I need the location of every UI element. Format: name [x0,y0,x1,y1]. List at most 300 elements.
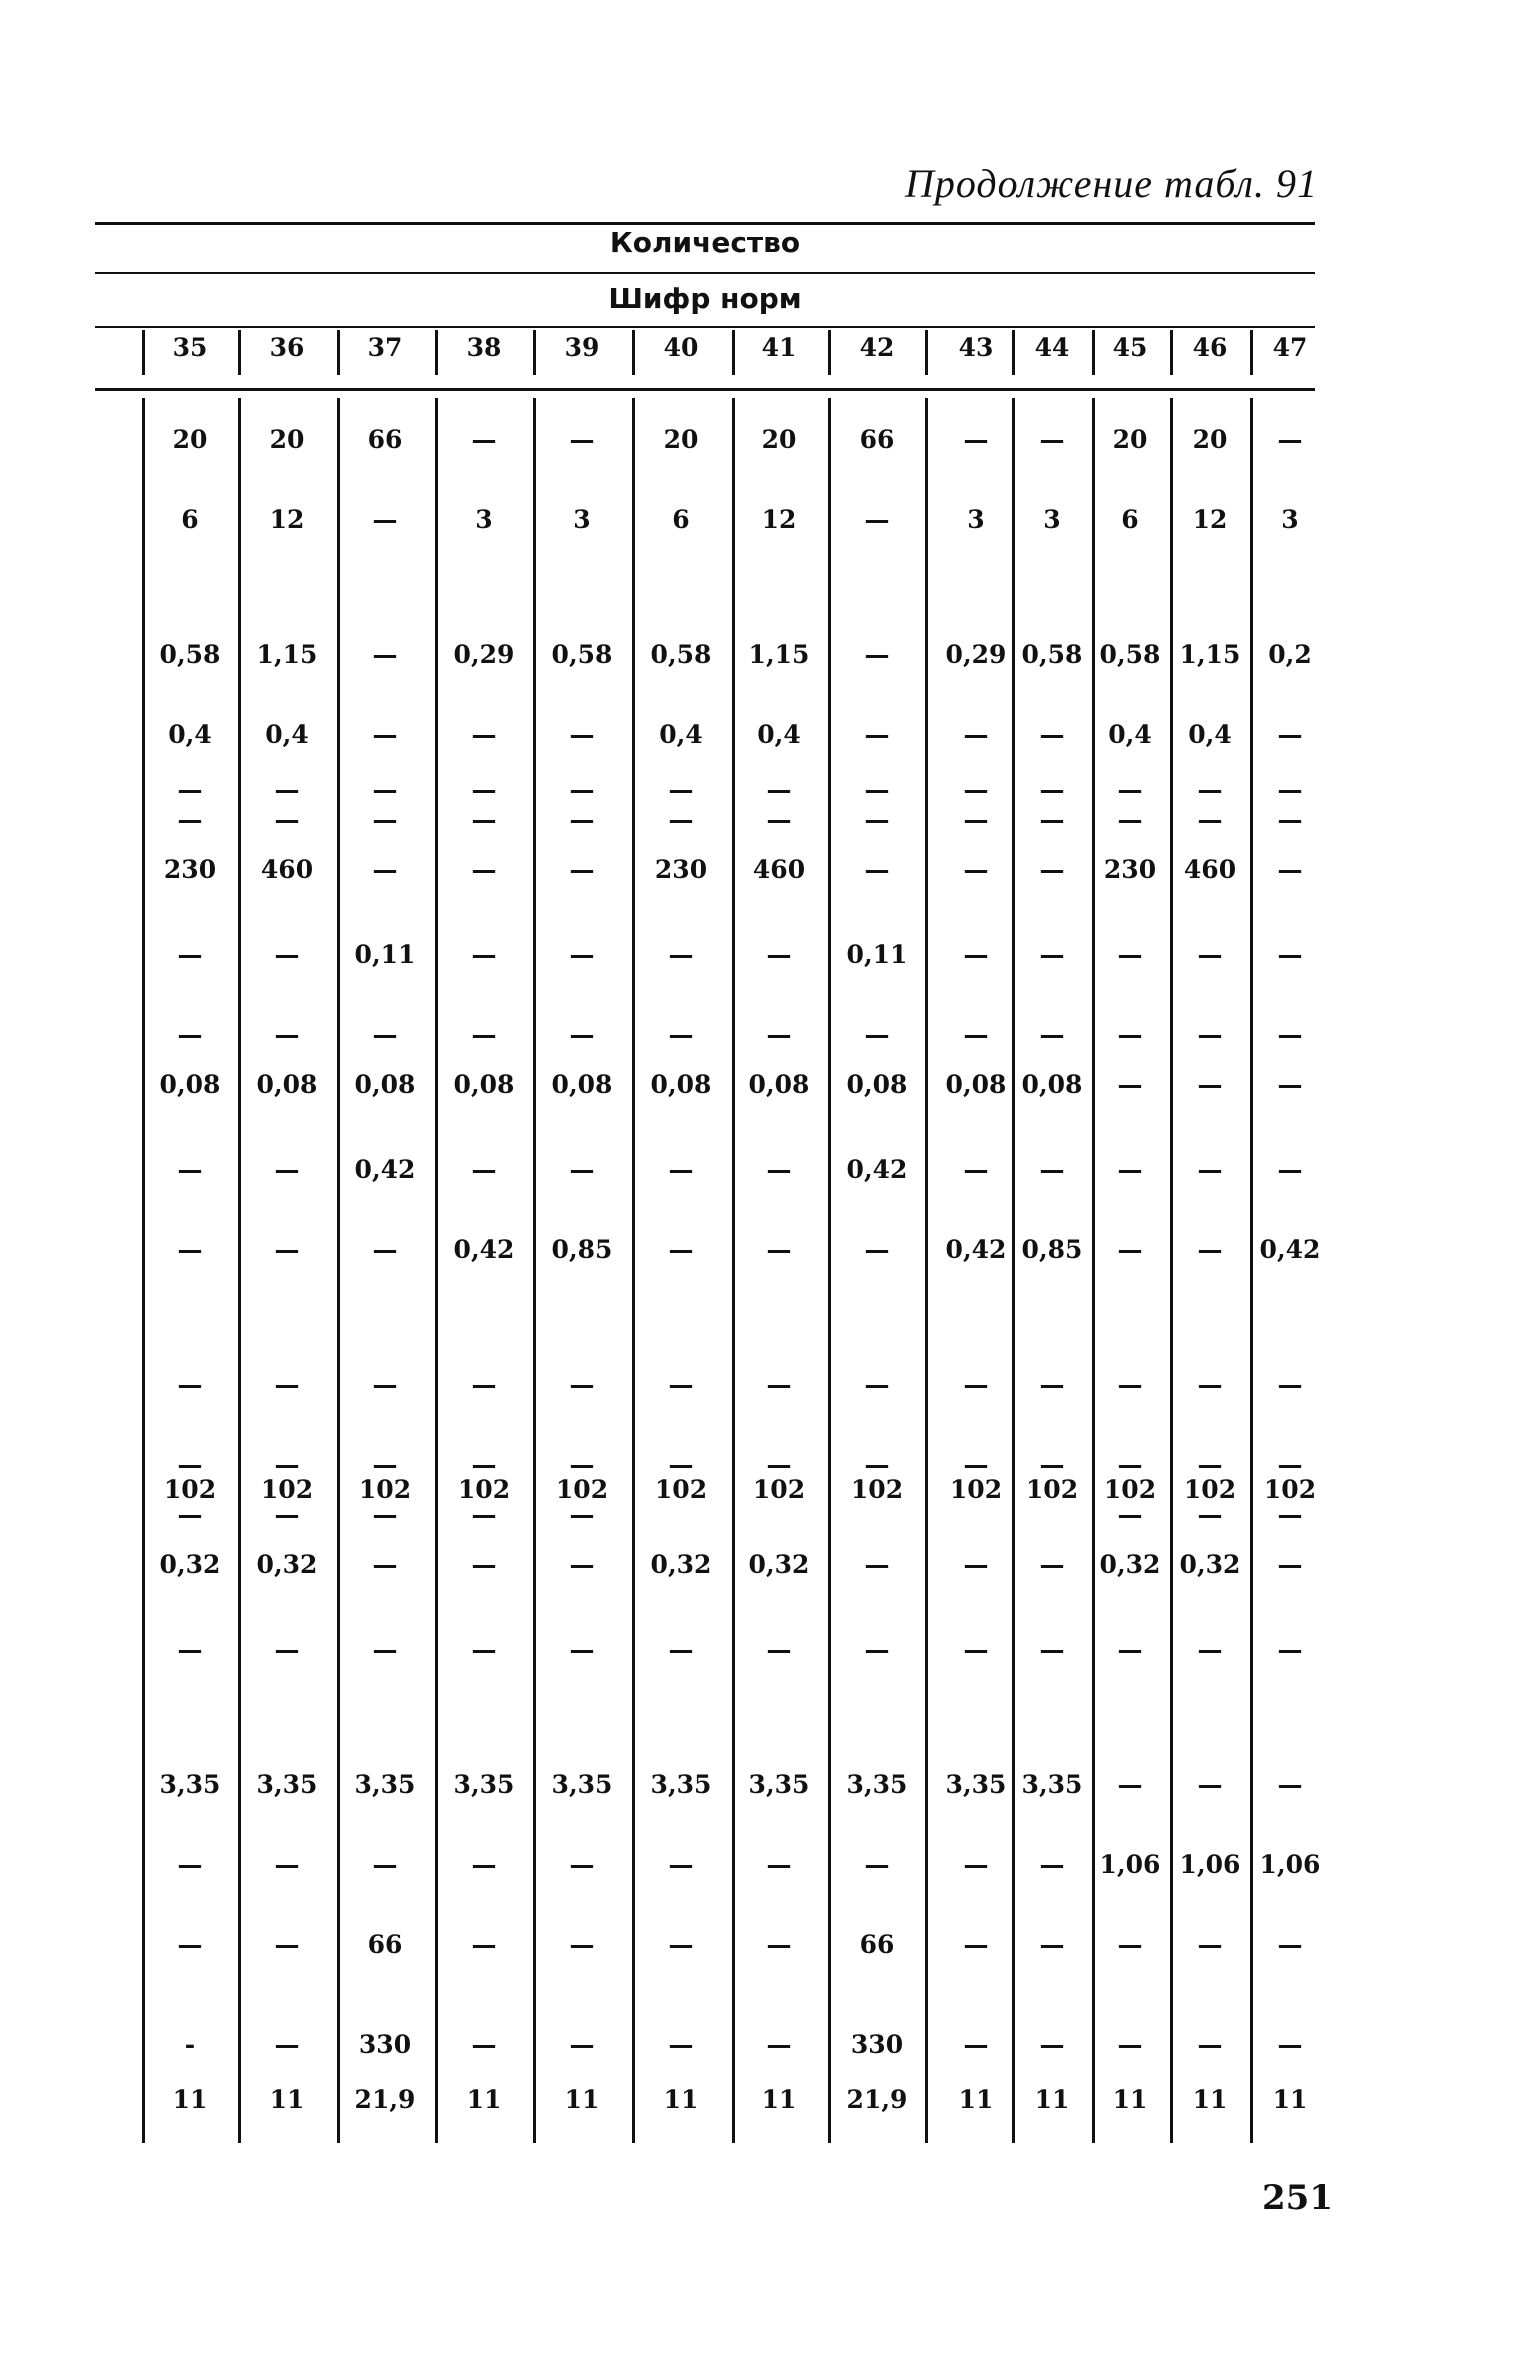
column-separator-body [925,398,928,2143]
table-cell: 3,35 [846,1770,908,1799]
table-cell: 0,4 [757,720,801,749]
table-cell: — [864,1850,890,1879]
table-cell: 3,35 [453,1770,515,1799]
column-number: 41 [761,333,797,362]
table-cell: 20 [761,425,797,454]
table-cell: — [864,1550,890,1579]
column-separator [533,330,536,375]
table-cell: — [569,1930,595,1959]
table-cell: — [963,2030,989,2059]
table-cell: — [864,1450,890,1479]
table-cell: — [274,1635,300,1664]
table-cell: — [668,1020,694,1049]
table-cell: 102 [752,1475,806,1504]
table-cell: 20 [1192,425,1228,454]
table-cell: — [766,1850,792,1879]
rule-3 [95,326,1315,328]
table-cell: — [963,1550,989,1579]
table-cell: — [569,1370,595,1399]
table-cell: 66 [367,1930,403,1959]
table-cell: — [864,1020,890,1049]
table-cell: — [569,2030,595,2059]
table-cell: 0,58 [1021,640,1083,669]
table-cell: 460 [752,855,806,884]
column-number: 46 [1192,333,1228,362]
table-cell: 102 [457,1475,511,1504]
table-cell: — [1197,1770,1223,1799]
table-cell: — [471,1370,497,1399]
table-cell: — [471,425,497,454]
table-cell: 0,29 [453,640,515,669]
table-cell: — [471,805,497,834]
table-cell: — [177,1235,203,1264]
table-cell: 102 [358,1475,412,1504]
table-cell: — [569,1155,595,1184]
table-cell: 230 [654,855,708,884]
table-cell: — [1117,1020,1143,1049]
table-cell: — [963,1850,989,1879]
table-cell: — [1117,1155,1143,1184]
table-cell: — [372,1635,398,1664]
table-cell: 0,32 [1099,1550,1161,1579]
table-cell: — [1277,1450,1303,1479]
table-cell: — [1117,1930,1143,1959]
table-cell: 0,08 [748,1070,810,1099]
table-cell: — [372,855,398,884]
table-cell: — [1277,1770,1303,1799]
table-cell: — [1197,940,1223,969]
table-cell: 0,08 [650,1070,712,1099]
table-cell: 102 [850,1475,904,1504]
table-cell: 1,15 [748,640,810,669]
table-cell: — [668,1930,694,1959]
table-cell: 11 [269,2085,305,2114]
table-cell: — [1039,940,1065,969]
table-cell: 66 [859,1930,895,1959]
table-cell: — [1277,1635,1303,1664]
table-cell: 6 [181,505,199,534]
table-cell: — [177,1930,203,1959]
table-cell: — [1039,1020,1065,1049]
table-cell: 3 [475,505,493,534]
table-cell: 3,35 [748,1770,810,1799]
table-cell: 0,11 [354,940,416,969]
table-cell: — [471,1500,497,1529]
header-quantity: Количество [609,226,801,259]
table-cell: 0,32 [159,1550,221,1579]
table-cell: — [864,805,890,834]
table-cell: 0,85 [551,1235,613,1264]
table-cell: — [1117,1070,1143,1099]
table-cell: — [1039,1850,1065,1879]
table-cell: 0,85 [1021,1235,1083,1264]
table-cell: — [963,720,989,749]
table-cell: — [372,1235,398,1264]
table-cell: 1,06 [1099,1850,1161,1879]
table-cell: — [766,1635,792,1664]
table-cell: 0,42 [1259,1235,1321,1264]
table-cell: — [668,1635,694,1664]
table-cell: — [372,775,398,804]
table-cell: — [766,1020,792,1049]
table-cell: — [471,775,497,804]
table-cell: — [1117,1235,1143,1264]
column-number: 36 [269,333,305,362]
table-cell: 102 [1103,1475,1157,1504]
table-cell: 102 [949,1475,1003,1504]
table-cell: — [1197,1070,1223,1099]
table-cell: — [963,1370,989,1399]
table-cell: 0,32 [1179,1550,1241,1579]
table-cell: 21,9 [846,2085,908,2114]
table-cell: — [471,940,497,969]
table-cell: — [1197,1635,1223,1664]
table-cell: — [1277,1930,1303,1959]
table-cell: — [766,1450,792,1479]
table-cell: — [569,775,595,804]
table-cell: 6 [1121,505,1139,534]
table-cell: — [1039,1635,1065,1664]
table-cell: — [1277,2030,1303,2059]
table-caption: Продолжение табл. 91 [904,161,1318,206]
table-cell: — [1277,1370,1303,1399]
table-cell: — [177,775,203,804]
column-number: 44 [1034,333,1070,362]
table-cell: — [471,1930,497,1959]
table-cell: 3,35 [1021,1770,1083,1799]
table-cell: — [1117,940,1143,969]
table-cell: — [274,1235,300,1264]
table-cell: — [963,1450,989,1479]
column-separator-body [828,398,831,2143]
table-cell: 3,35 [650,1770,712,1799]
table-cell: 21,9 [354,2085,416,2114]
table-cell: — [372,1550,398,1579]
table-cell: — [372,1450,398,1479]
table-cell: 102 [654,1475,708,1504]
table-cell: — [1277,805,1303,834]
table-cell: — [471,1020,497,1049]
table-cell: — [1197,1020,1223,1049]
table-cell: 102 [1025,1475,1079,1504]
column-separator-body [435,398,438,2143]
table-cell: — [1277,855,1303,884]
table-cell: 0,42 [846,1155,908,1184]
table-cell: — [1277,720,1303,749]
table-cell: — [1197,1450,1223,1479]
column-separator [732,330,735,375]
table-cell: 0,29 [945,640,1007,669]
table-cell: — [766,1370,792,1399]
table-cell: 3,35 [256,1770,318,1799]
table-cell: — [569,1850,595,1879]
table-cell: — [668,1450,694,1479]
table-cell: — [1277,1550,1303,1579]
table-cell: 1,15 [256,640,318,669]
table-cell: — [668,940,694,969]
table-cell: 20 [663,425,699,454]
table-cell: - [184,2030,196,2059]
table-cell: — [1039,1450,1065,1479]
table-cell: — [274,940,300,969]
table-cell: — [372,805,398,834]
table-cell: — [177,805,203,834]
table-cell: — [1197,1930,1223,1959]
column-number: 47 [1272,333,1308,362]
table-cell: — [1039,805,1065,834]
table-cell: — [372,1370,398,1399]
table-cell: 1,06 [1179,1850,1241,1879]
column-separator [828,330,831,375]
table-cell: — [864,640,890,669]
column-separator [435,330,438,375]
table-cell: — [569,1450,595,1479]
table-cell: — [1277,425,1303,454]
table-cell: — [471,2030,497,2059]
table-cell: 0,08 [159,1070,221,1099]
table-cell: 3,35 [945,1770,1007,1799]
column-separator [632,330,635,375]
table-cell: — [372,505,398,534]
table-cell: — [372,640,398,669]
table-cell: — [1277,1020,1303,1049]
table-cell: — [963,855,989,884]
table-cell: — [569,1550,595,1579]
table-cell: — [668,1155,694,1184]
table-cell: — [1039,1370,1065,1399]
table-cell: 3 [1281,505,1299,534]
table-cell: 330 [850,2030,904,2059]
table-cell: 3,35 [551,1770,613,1799]
table-cell: 11 [1112,2085,1148,2114]
table-cell: — [569,855,595,884]
table-cell: — [274,775,300,804]
table-cell: — [668,1235,694,1264]
table-cell: — [471,1850,497,1879]
table-cell: — [471,1550,497,1579]
table-cell: 0,42 [453,1235,515,1264]
table-cell: — [668,1370,694,1399]
table-cell: 20 [269,425,305,454]
table-cell: 3 [1043,505,1061,534]
table-cell: 0,58 [650,640,712,669]
table-cell: — [1039,855,1065,884]
table-cell: — [864,1635,890,1664]
table-cell: 12 [761,505,797,534]
table-cell: 66 [367,425,403,454]
table-cell: 1,15 [1179,640,1241,669]
table-cell: 11 [172,2085,208,2114]
table-cell: 11 [761,2085,797,2114]
table-cell: — [471,1635,497,1664]
table-cell: — [766,775,792,804]
table-cell: — [668,805,694,834]
table-cell: 330 [358,2030,412,2059]
table-cell: — [1277,775,1303,804]
table-cell: — [1277,1070,1303,1099]
table-cell: 20 [172,425,208,454]
table-cell: — [1117,1370,1143,1399]
table-cell: — [766,2030,792,2059]
page-number: 251 [1262,2178,1333,2218]
table-cell: 20 [1112,425,1148,454]
table-cell: — [766,1155,792,1184]
table-cell: — [1117,1450,1143,1479]
column-separator [925,330,928,375]
table-cell: 0,4 [1188,720,1232,749]
table-cell: 0,32 [256,1550,318,1579]
table-cell: 1,06 [1259,1850,1321,1879]
table-cell: — [471,720,497,749]
table-cell: — [1039,2030,1065,2059]
table-cell: — [963,1155,989,1184]
table-cell: — [963,1635,989,1664]
table-cell: 12 [1192,505,1228,534]
table-cell: — [274,1850,300,1879]
table-cell: 230 [1103,855,1157,884]
table-cell: — [963,940,989,969]
table-cell: — [864,1370,890,1399]
table-cell: — [372,1020,398,1049]
table-cell: 11 [466,2085,502,2114]
table-cell: — [569,940,595,969]
column-separator-body [238,398,241,2143]
table-cell: 66 [859,425,895,454]
table-cell: — [864,855,890,884]
table-cell: — [1117,1500,1143,1529]
table-cell: — [1117,805,1143,834]
table-cell: 11 [663,2085,699,2114]
table-cell: — [1197,1370,1223,1399]
column-separator-body [533,398,536,2143]
table-cell: — [864,720,890,749]
table-cell: — [766,1235,792,1264]
table-cell: — [274,805,300,834]
table-cell: — [1197,2030,1223,2059]
table-cell: — [177,1370,203,1399]
table-cell: — [177,1155,203,1184]
column-number: 42 [859,333,895,362]
table-cell: 0,08 [453,1070,515,1099]
table-cell: — [1277,1155,1303,1184]
column-number: 45 [1112,333,1148,362]
table-cell: — [569,1500,595,1529]
table-cell: — [274,1450,300,1479]
table-cell: 0,08 [846,1070,908,1099]
table-cell: — [1197,1235,1223,1264]
table-cell: 0,08 [551,1070,613,1099]
table-cell: 0,08 [1021,1070,1083,1099]
table-cell: — [471,1450,497,1479]
column-number: 43 [958,333,994,362]
table-cell: — [1039,425,1065,454]
table-cell: 0,4 [659,720,703,749]
table-cell: 12 [269,505,305,534]
column-number: 37 [367,333,403,362]
table-cell: — [372,1500,398,1529]
table-cell: 0,42 [354,1155,416,1184]
rule-top [95,222,1315,225]
table-cell: — [1039,775,1065,804]
table-cell: — [1039,1155,1065,1184]
table-cell: — [864,1235,890,1264]
table-cell: — [766,1930,792,1959]
column-number: 39 [564,333,600,362]
table-cell: — [569,1020,595,1049]
table-cell: 0,08 [945,1070,1007,1099]
table-cell: 11 [958,2085,994,2114]
table-cell: 460 [260,855,314,884]
table-cell: 0,08 [354,1070,416,1099]
table-cell: 0,32 [650,1550,712,1579]
table-cell: — [177,1500,203,1529]
table-cell: 102 [163,1475,217,1504]
table-cell: — [963,1930,989,1959]
column-separator-body [632,398,635,2143]
table-cell: 3 [967,505,985,534]
table-cell: 102 [555,1475,609,1504]
table-cell: 0,4 [265,720,309,749]
column-number: 35 [172,333,208,362]
table-cell: — [274,1370,300,1399]
table-cell: — [274,1020,300,1049]
table-cell: — [569,425,595,454]
table-cell: — [471,1155,497,1184]
table-cell: — [1039,1550,1065,1579]
table-cell: — [1039,1930,1065,1959]
column-separator [337,330,340,375]
table-cell: 0,11 [846,940,908,969]
table-cell: — [1117,2030,1143,2059]
table-cell: — [274,1930,300,1959]
table-cell: 3,35 [159,1770,221,1799]
table-cell: — [177,1450,203,1479]
table-cell: — [766,940,792,969]
table-cell: 0,2 [1268,640,1312,669]
table-cell: 0,4 [168,720,212,749]
table-cell: 230 [163,855,217,884]
table-cell: 102 [1263,1475,1317,1504]
table-cell: 0,58 [551,640,613,669]
table-cell: — [963,425,989,454]
table-cell: — [1277,1500,1303,1529]
table-cell: — [1039,720,1065,749]
table-cell: — [274,2030,300,2059]
table-cell: — [569,1635,595,1664]
table-cell: — [1197,1155,1223,1184]
table-cell: 0,58 [159,640,221,669]
table-cell: 11 [564,2085,600,2114]
table-cell: — [1117,775,1143,804]
table-cell: — [177,1635,203,1664]
table-cell: 0,42 [945,1235,1007,1264]
table-cell: — [668,1850,694,1879]
table-cell: — [864,775,890,804]
table-cell: — [274,1500,300,1529]
table-cell: 6 [672,505,690,534]
table-cell: — [569,805,595,834]
column-separator [238,330,241,375]
table-cell: — [864,505,890,534]
table-cell: — [963,805,989,834]
table-cell: 460 [1183,855,1237,884]
column-number: 40 [663,333,699,362]
table-cell: 0,32 [748,1550,810,1579]
rule-2 [95,272,1315,274]
table-cell: 3,35 [354,1770,416,1799]
header-norm-code: Шифр норм [608,282,802,315]
column-number: 38 [466,333,502,362]
